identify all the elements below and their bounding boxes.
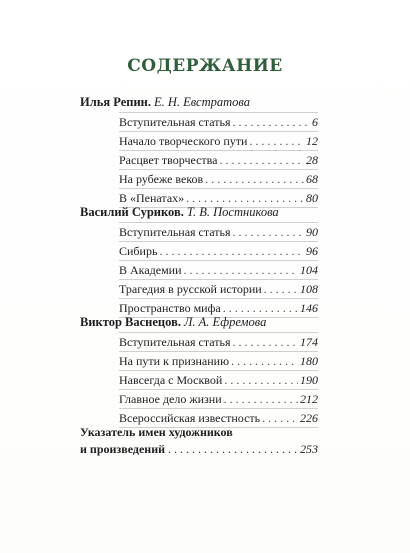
- toc-entry[interactable]: [119, 333, 318, 352]
- entry-page: 90: [306, 225, 318, 239]
- toc-entry[interactable]: [119, 151, 318, 170]
- entry-page: 226: [300, 411, 318, 425]
- entry-page: 12: [306, 134, 318, 148]
- entry-label: На пути к признанию: [119, 354, 230, 368]
- entry-page: 190: [300, 373, 318, 387]
- entry-label: Начало творческого пути: [119, 134, 248, 148]
- dot-leader: [264, 280, 298, 298]
- toc-index-entry[interactable]: [80, 424, 318, 458]
- artist-name: Илья Репин.: [80, 95, 151, 109]
- toc-entry[interactable]: [119, 352, 318, 371]
- toc-entry[interactable]: [119, 113, 318, 132]
- entry-page: 180: [300, 354, 318, 368]
- entry-page: 174: [300, 335, 318, 349]
- dot-leader: [231, 352, 298, 370]
- entry-label: Вступительная статья: [119, 225, 231, 239]
- entry-label: Сибирь: [119, 244, 158, 258]
- entry-label: Пространство мифа: [119, 301, 221, 315]
- index-entry-label: и произведений: [80, 442, 166, 456]
- entry-page: 96: [306, 244, 318, 258]
- section-heading: [80, 94, 318, 112]
- dot-leader: [159, 242, 304, 260]
- entry-page: 108: [300, 282, 318, 296]
- page-title: СОДЕРЖАНИЕ: [127, 56, 283, 76]
- toc-entry[interactable]: [119, 132, 318, 151]
- toc-entry[interactable]: [119, 390, 318, 409]
- dot-leader: [220, 151, 304, 169]
- artist-name: Виктор Васнецов.: [80, 315, 181, 329]
- toc-entry[interactable]: [119, 223, 318, 242]
- entry-list: [119, 332, 318, 428]
- section-heading: [80, 204, 318, 222]
- dot-leader: [249, 132, 304, 150]
- entry-page: 6: [312, 115, 318, 129]
- entry-label: Трагедия в русской истории: [119, 282, 262, 296]
- section-author: Е. Н. Евстратова: [153, 95, 250, 109]
- dot-leader: [224, 390, 298, 408]
- section-author: Т. В. Постникова: [186, 205, 279, 219]
- toc-entry[interactable]: [119, 261, 318, 280]
- toc-entry[interactable]: [119, 170, 318, 189]
- artist-name: Василий Суриков.: [80, 205, 184, 219]
- toc-entry[interactable]: [119, 280, 318, 299]
- entry-label: В Академии: [119, 263, 182, 277]
- dot-leader: [233, 223, 304, 241]
- dot-leader: [184, 261, 298, 279]
- entry-label: Расцвет творчества: [119, 153, 218, 167]
- toc-section-vasnetsov: [80, 314, 318, 428]
- entry-label: Вступительная статья: [119, 335, 231, 349]
- entry-label: Всероссийская известность: [119, 411, 261, 425]
- toc-entry[interactable]: [119, 242, 318, 261]
- entry-label: Навсегда с Москвой: [119, 373, 223, 387]
- entry-page: 146: [300, 301, 318, 315]
- index-entry-page: 253: [300, 442, 318, 456]
- index-entry-line1: Указатель имен художников: [80, 425, 233, 439]
- entry-page: 104: [300, 263, 318, 277]
- dot-leader: [233, 333, 298, 351]
- toc-section-surikov: [80, 204, 318, 318]
- entry-label: Главное дело жизни: [119, 392, 222, 406]
- entry-page: 80: [306, 191, 318, 205]
- index-entry-line2: [80, 441, 318, 458]
- dot-leader: [168, 441, 297, 458]
- entry-page: 212: [300, 392, 318, 406]
- toc-entry[interactable]: [119, 371, 318, 390]
- section-heading: [80, 314, 318, 332]
- dot-leader: [205, 170, 304, 188]
- entry-list: [119, 112, 318, 208]
- entry-page: 28: [306, 153, 318, 167]
- entry-label: В «Пенатах»: [119, 191, 185, 205]
- entry-label: Вступительная статья: [119, 115, 231, 129]
- entry-page: 68: [306, 172, 318, 186]
- dot-leader: [224, 371, 298, 389]
- toc-section-repin: [80, 94, 318, 208]
- entry-list: [119, 222, 318, 318]
- entry-label: На рубеже веков: [119, 172, 204, 186]
- dot-leader: [233, 113, 310, 131]
- section-author: Л. А. Ефремова: [183, 315, 267, 329]
